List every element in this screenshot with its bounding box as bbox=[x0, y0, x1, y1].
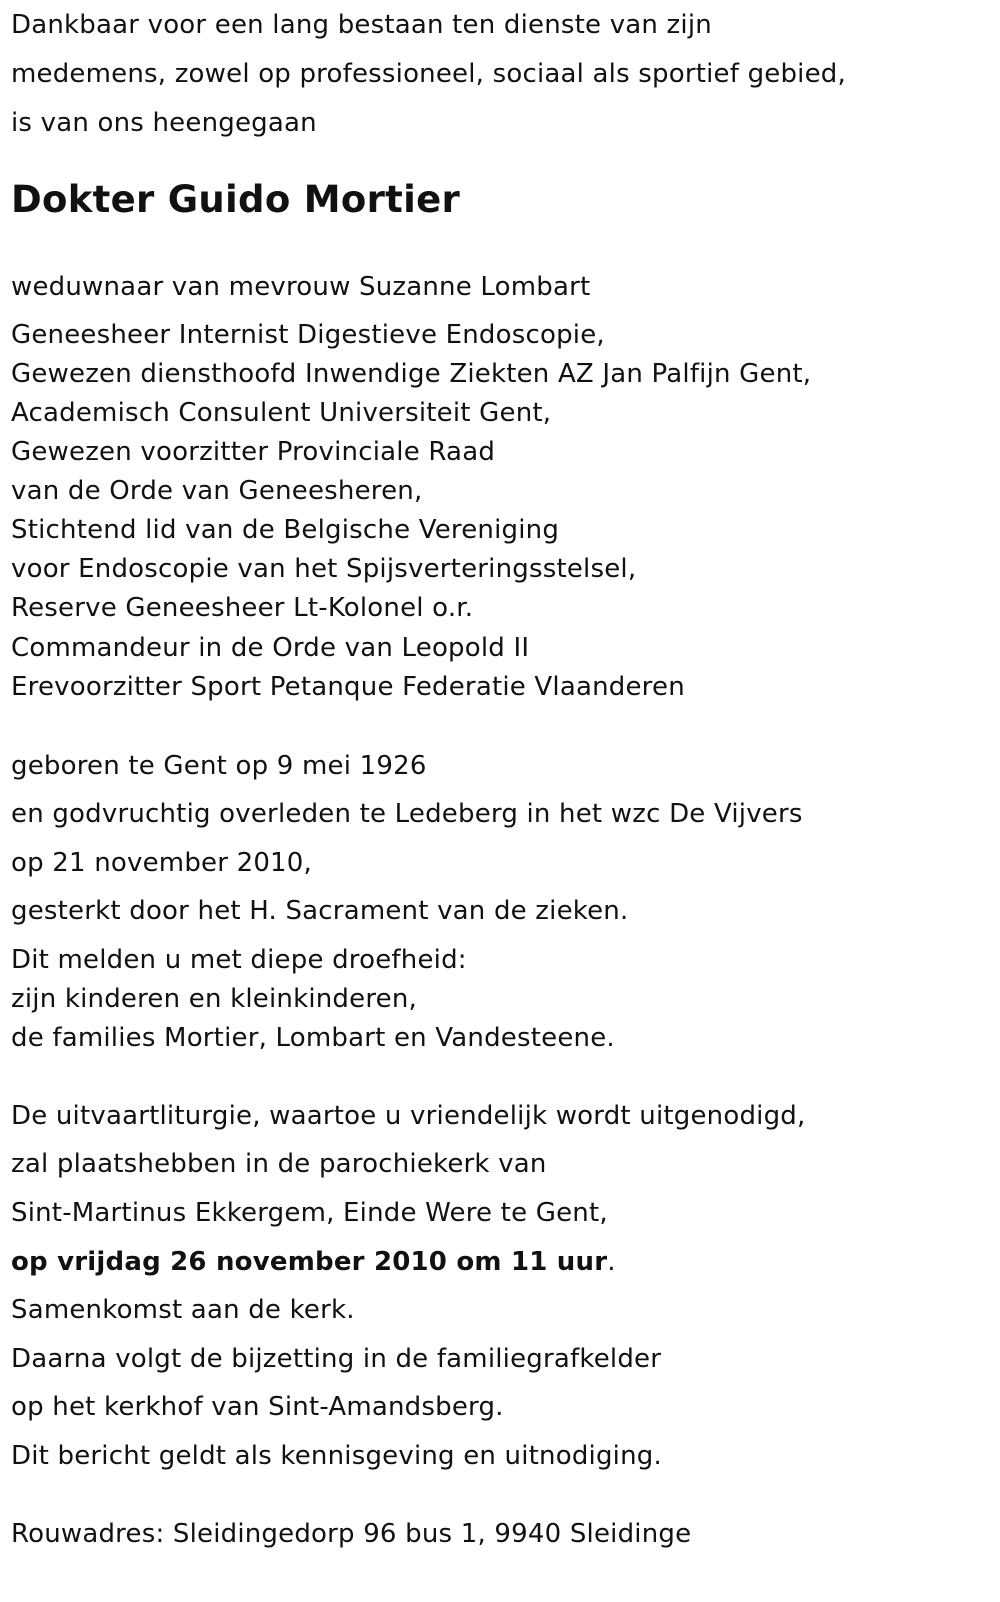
title-line: van de Orde van Geneesheren, bbox=[11, 476, 423, 506]
death-line: en godvruchtig overleden te Ledeberg in het wzc De Vijvers bbox=[11, 799, 803, 829]
burial-line: Daarna volgt de bijzetting in de familiegrafkelder bbox=[11, 1344, 662, 1374]
intro-line: is van ons heengegaan bbox=[11, 108, 317, 138]
mourning-address: Rouwadres: Sleidingedorp 96 bus 1, 9940 Sleidinge bbox=[11, 1519, 692, 1549]
notice-line: Dit bericht geldt als kennisgeving en uitnodiging. bbox=[11, 1441, 662, 1471]
gathering-line: Samenkomst aan de kerk. bbox=[11, 1295, 355, 1325]
intro-line: medemens, zowel op professioneel, sociaal als sportief gebied, bbox=[11, 59, 846, 89]
funeral-date-line bbox=[11, 1246, 616, 1278]
announcer-line: zijn kinderen en kleinkinderen, bbox=[11, 984, 417, 1014]
widower-line: weduwnaar van mevrouw Suzanne Lombart bbox=[11, 272, 591, 302]
sacrament-line: gesterkt door het H. Sacrament van de zieken. bbox=[11, 896, 629, 926]
title-line: Reserve Geneesheer Lt-Kolonel o.r. bbox=[11, 593, 474, 623]
funeral-date: op vrijdag 26 november 2010 om 11 uur bbox=[11, 1247, 608, 1277]
title-line: Erevoorzitter Sport Petanque Federatie Vlaanderen bbox=[11, 672, 685, 702]
birth-line: geboren te Gent op 9 mei 1926 bbox=[11, 751, 427, 781]
title-line: voor Endoscopie van het Spijsverteringsstelsel, bbox=[11, 554, 637, 584]
title-line: Geneesheer Internist Digestieve Endoscopie, bbox=[11, 320, 605, 350]
title-line: Commandeur in de Orde van Leopold II bbox=[11, 633, 530, 663]
church-line: Sint-Martinus Ekkergem, Einde Were te Gent, bbox=[11, 1198, 608, 1228]
deceased-name: Dokter Guido Mortier bbox=[11, 178, 461, 221]
funeral-line: De uitvaartliturgie, waartoe u vriendelijk wordt uitgenodigd, bbox=[11, 1101, 806, 1131]
title-line: Stichtend lid van de Belgische Vereniging bbox=[11, 515, 560, 545]
announcer-line: de families Mortier, Lombart en Vandesteene. bbox=[11, 1023, 615, 1053]
funeral-line: zal plaatshebben in de parochiekerk van bbox=[11, 1149, 547, 1179]
title-line: Gewezen voorzitter Provinciale Raad bbox=[11, 437, 496, 467]
cemetery-line: op het kerkhof van Sint-Amandsberg. bbox=[11, 1392, 504, 1422]
title-line: Gewezen diensthoofd Inwendige Ziekten AZ Jan Palfijn Gent, bbox=[11, 359, 812, 389]
death-date-line: op 21 november 2010, bbox=[11, 848, 313, 878]
intro-line: Dankbaar voor een lang bestaan ten dienste van zijn bbox=[11, 10, 712, 40]
title-line: Academisch Consulent Universiteit Gent, bbox=[11, 398, 552, 428]
announcer-line: Dit melden u met diepe droefheid: bbox=[11, 945, 467, 975]
funeral-date-suffix: . bbox=[607, 1247, 616, 1277]
